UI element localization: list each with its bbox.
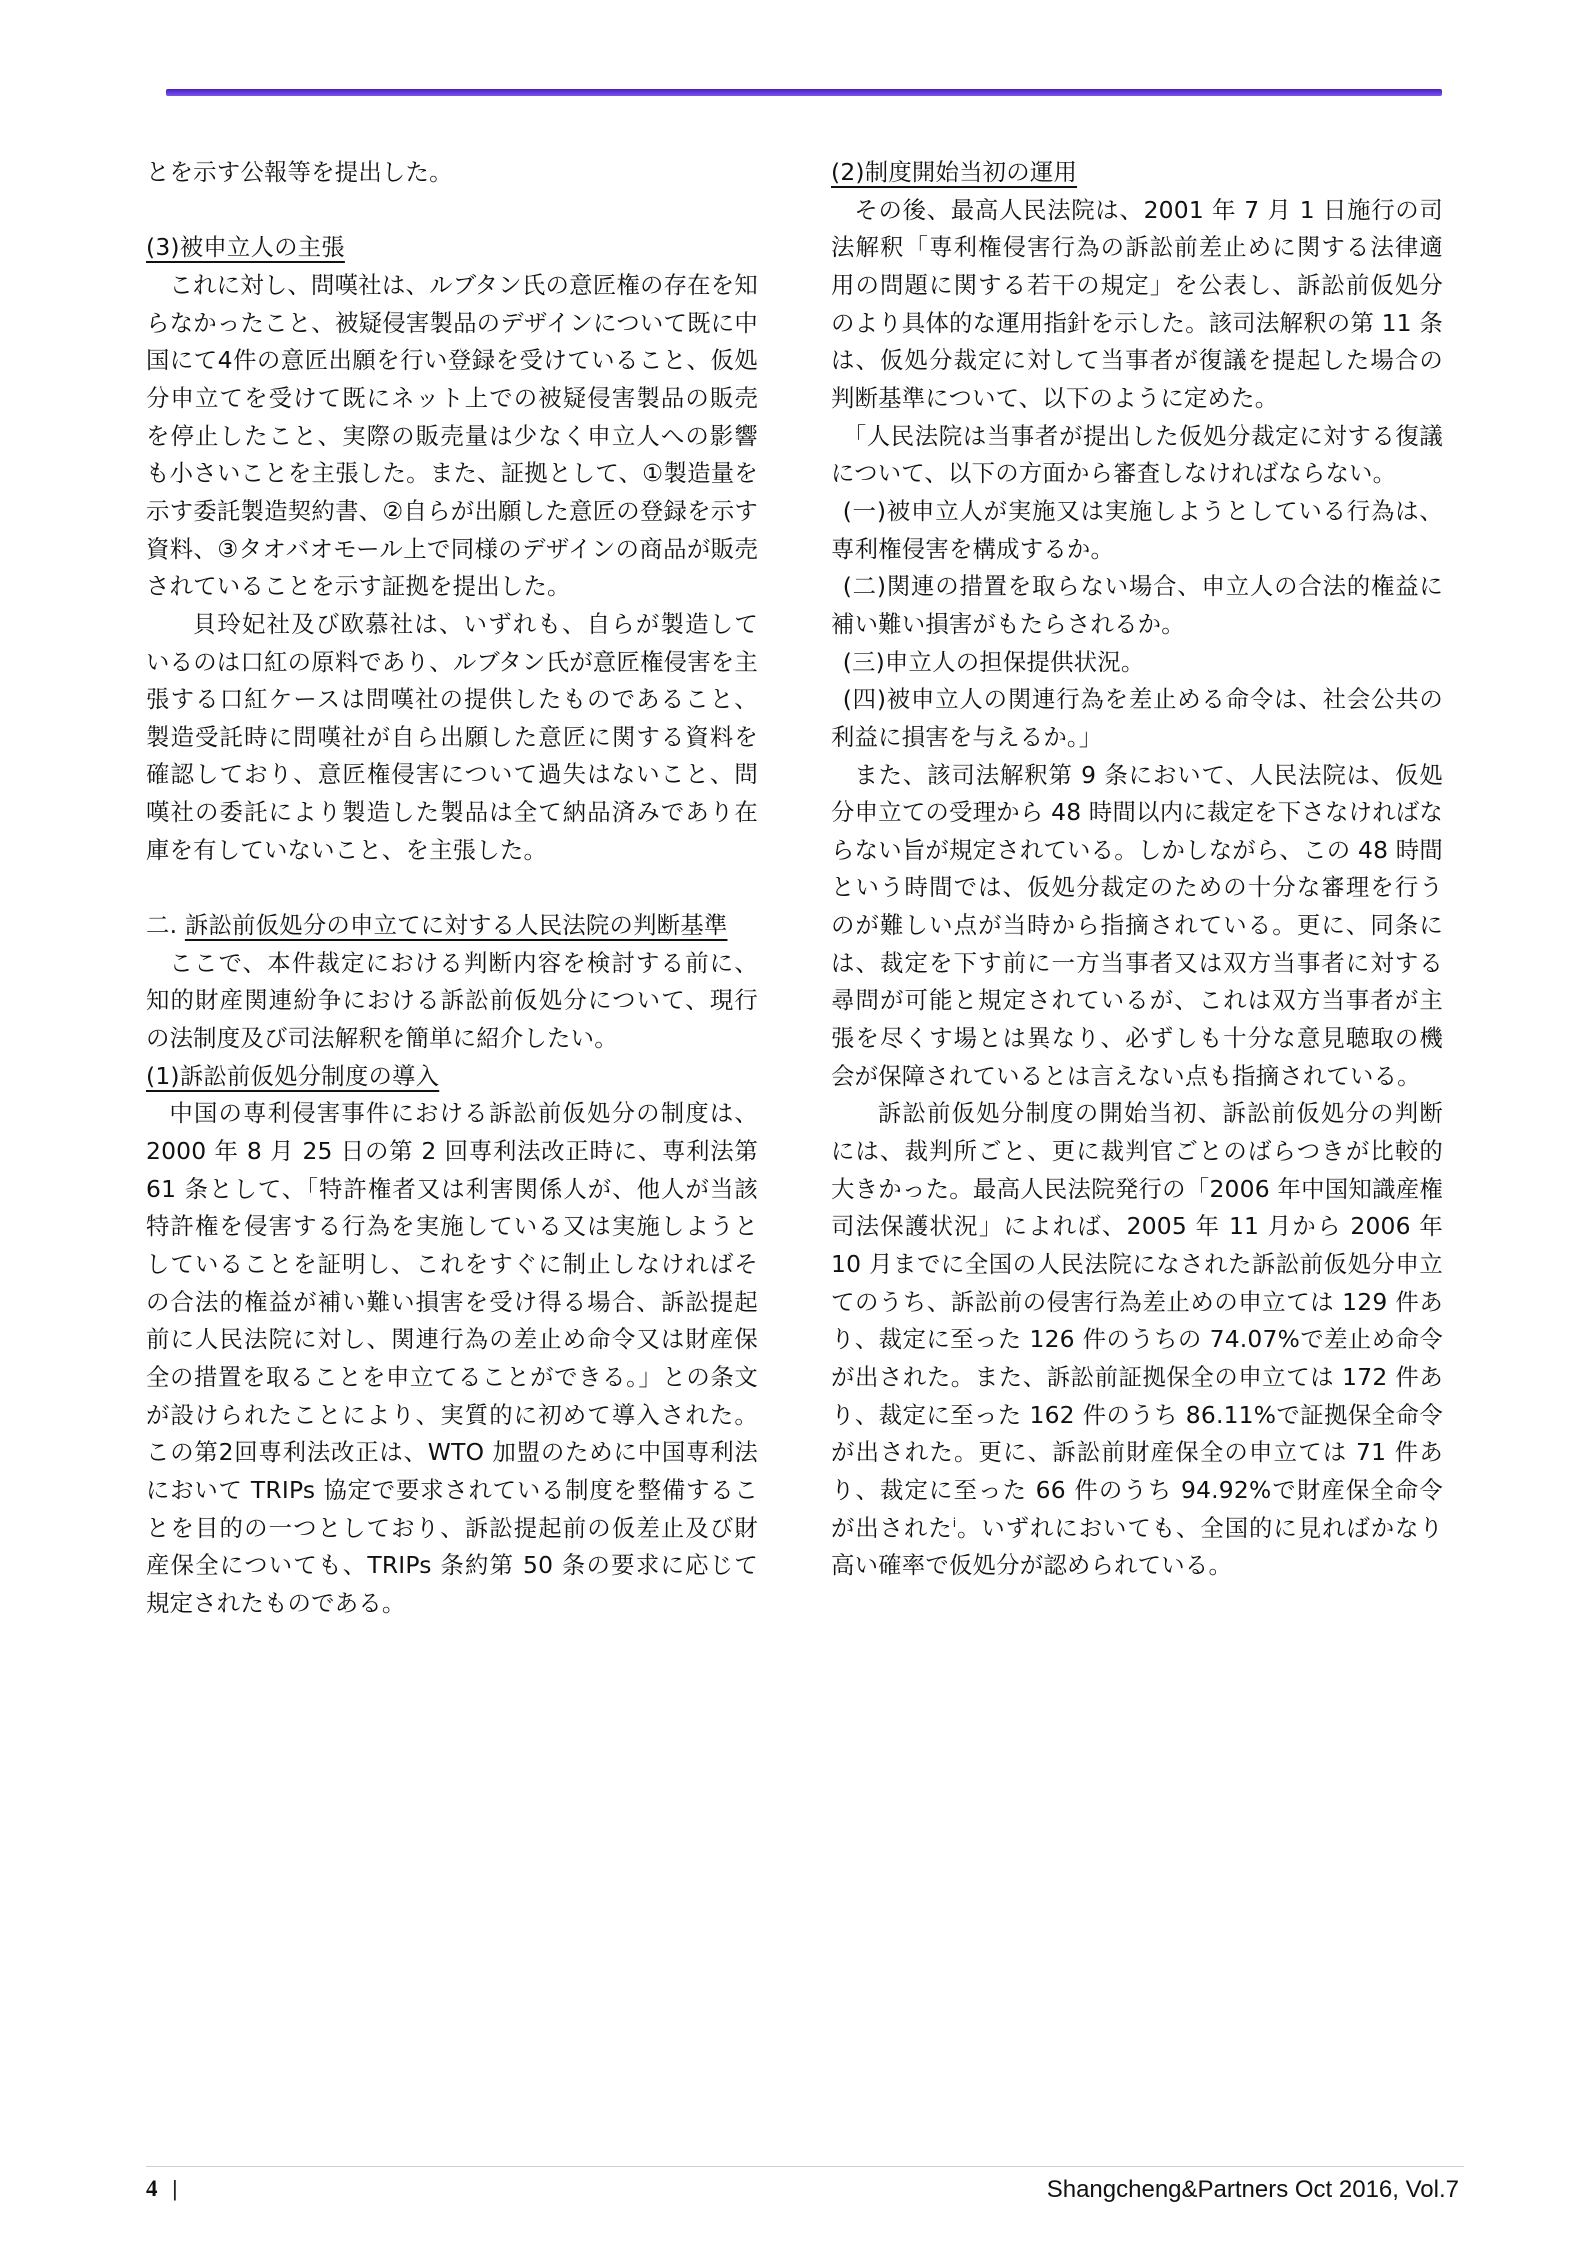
- publication-info: Shangcheng&Partners Oct 2016, Vol.7: [1046, 2176, 1459, 2203]
- header-rule: [166, 89, 1442, 96]
- section-heading: (2)制度開始当初の運用: [831, 158, 1078, 186]
- paragraph: その後、最高人民法院は、2001 年 7 月 1 日施行の司法解釈「専利権侵害行為の訴訟前差止めに関する法律適用の問題に関する若干の規定」を公表し、訴訟前仮処分のより具体的な運用指針を示した。該司法解釈の第 11 条は、仮処分裁定に対して当事者が復議を提起した場合の判断基準について、以下のように定めた。: [831, 195, 1443, 412]
- paragraph-text-end: 。いずれにおいても、全国的に見ればかなり高い確率で仮処分が認められている。: [831, 1513, 1444, 1580]
- quote-item: (二)関連の措置を取らない場合、申立人の合法的権益に補い難い損害がもたらされるか。: [831, 572, 1443, 638]
- quote-item: (四)被申立人の関連行為を差止める命令は、社会公共の利益に損害を与えるか。」: [831, 685, 1443, 751]
- chapter-heading: [146, 907, 758, 945]
- paragraph: 中国の専利侵害事件における訴訟前仮処分の制度は、2000 年 8 月 25 日の第 2 回専利法改正時に、専利法第 61 条として、「特許権者又は利害関係人が、他人が当該特許権を侵害する行為を実施している又は実施しようとしていることを証明し、これをすぐに制止しなければその合法的権益が補い難い損害を受け得る場合、訴訟提起前に人民法院に対し、関連行為の差止め命令又は財産保全の措置を取ることを申立てることができる。」との条文が設けられたことにより、実質的に初めて導入された。この第2回専利法改正は、WTO 加盟のために中国専利法において TRIPs 協定で要求されている制度を整備することを目的の一つとしており、訴訟提起前の仮差止及び財産保全についても、TRIPs 条約第 50 条の要求に応じて規定されたものである。: [146, 1099, 758, 1617]
- paragraph-text: 訴訟前仮処分制度の開始当初、訴訟前仮処分の判断には、裁判所ごと、更に裁判官ごとのばらつきが比較的大きかった。最高人民法院発行の「2006 年中国知識産権司法保護状況」によれば、2005 年 11 月から 2006 年 10 月までに全国の人民法院になされた訴訟前仮処分申立てのうち、訴訟前の侵害行為差止めの申立ては 129 件あり、裁定に至った 126 件のうちの 74.07%で差止め命令が出された。また、訴訟前証拠保全の申立ては 172 件あり、裁定に至った 162 件のうち 86.11%で証拠保全命令が出された。更に、訴訟前財産保全の申立ては 71 件あり、裁定に至った 66 件のうち 94.92%で財産保全命令が出された: [831, 1099, 1443, 1542]
- page-number: 4: [146, 2176, 158, 2201]
- quote-item: (三)申立人の担保提供状況。: [842, 647, 1145, 676]
- section-heading: (1)訴訟前仮処分制度の導入: [146, 1061, 440, 1090]
- chapter-number: 二.: [146, 911, 178, 940]
- paragraph: ここで、本件裁定における判断内容を検討する前に、知的財産関連紛争における訴訟前仮処分について、現行の法制度及び司法解釈を簡単に紹介したい。: [146, 948, 758, 1053]
- paragraph: また、該司法解釈第 9 条において、人民法院は、仮処分申立ての受理から 48 時間以内に裁定を下さなければならない旨が規定されている。しかしながら、この 48 時間という時間では、仮処分裁定のための十分な審理を行うのが難しい点が当時から指摘されている。更に、同条には、裁定を下す前に一方当事者又は双方当事者に対する尋問が可能と規定されているが、これは双方当事者が主張を尽くす場とは異なり、必ずしも十分な意見聴取の機会が保障されているとは言えない点も指摘されている。: [831, 760, 1443, 1090]
- paragraph: 貝玲妃社及び欧慕社は、いずれも、自らが製造しているのは口紅の原料であり、ルブタン氏が意匠権侵害を主張する口紅ケースは問嘆社の提供したものであること、製造受託時に問嘆社が自ら出願した意匠に関する資料を確認しており、意匠権侵害について過失はないこと、問嘆社の委託により製造した製品は全て納品済みであり在庫を有していないこと、を主張した。: [146, 609, 758, 864]
- quote-item: (一)被申立人が実施又は実施しようとしている行為は、専利権侵害を構成するか。: [831, 496, 1443, 563]
- right-column: [831, 154, 1443, 1585]
- quote-paragraph: 「人民法院は当事者が提出した仮処分裁定に対する復議について、以下の方面から審査しなければならない。: [831, 421, 1443, 488]
- footer-rule: [146, 2166, 1464, 2167]
- chapter-title: 訴訟前仮処分の申立てに対する人民法院の判断基準: [184, 911, 728, 940]
- footer-separator: |: [172, 2176, 178, 2201]
- paragraph: [831, 1095, 1443, 1585]
- section-heading: (3)被申立人の主張: [146, 233, 345, 262]
- left-column: [146, 154, 758, 1623]
- paragraph: とを示す公報等を提出した。: [146, 158, 453, 186]
- paragraph: これに対し、問嘆社は、ルブタン氏の意匠権の存在を知らなかったこと、被疑侵害製品のデザインについて既に中国にて4件の意匠出願を行い登録を受けていること、仮処分申立てを受けて既にネット上での被疑侵害製品の販売を停止したこと、実際の販売量は少なく申立人への影響も小さいことを主張した。また、証拠として、①製造量を示す委託製造契約書、②自らが出願した意匠の登録を示す資料、③タオバオモール上で同様のデザインの商品が販売されていることを示す証拠を提出した。: [146, 270, 758, 601]
- endnote-marker[interactable]: i: [952, 1515, 957, 1530]
